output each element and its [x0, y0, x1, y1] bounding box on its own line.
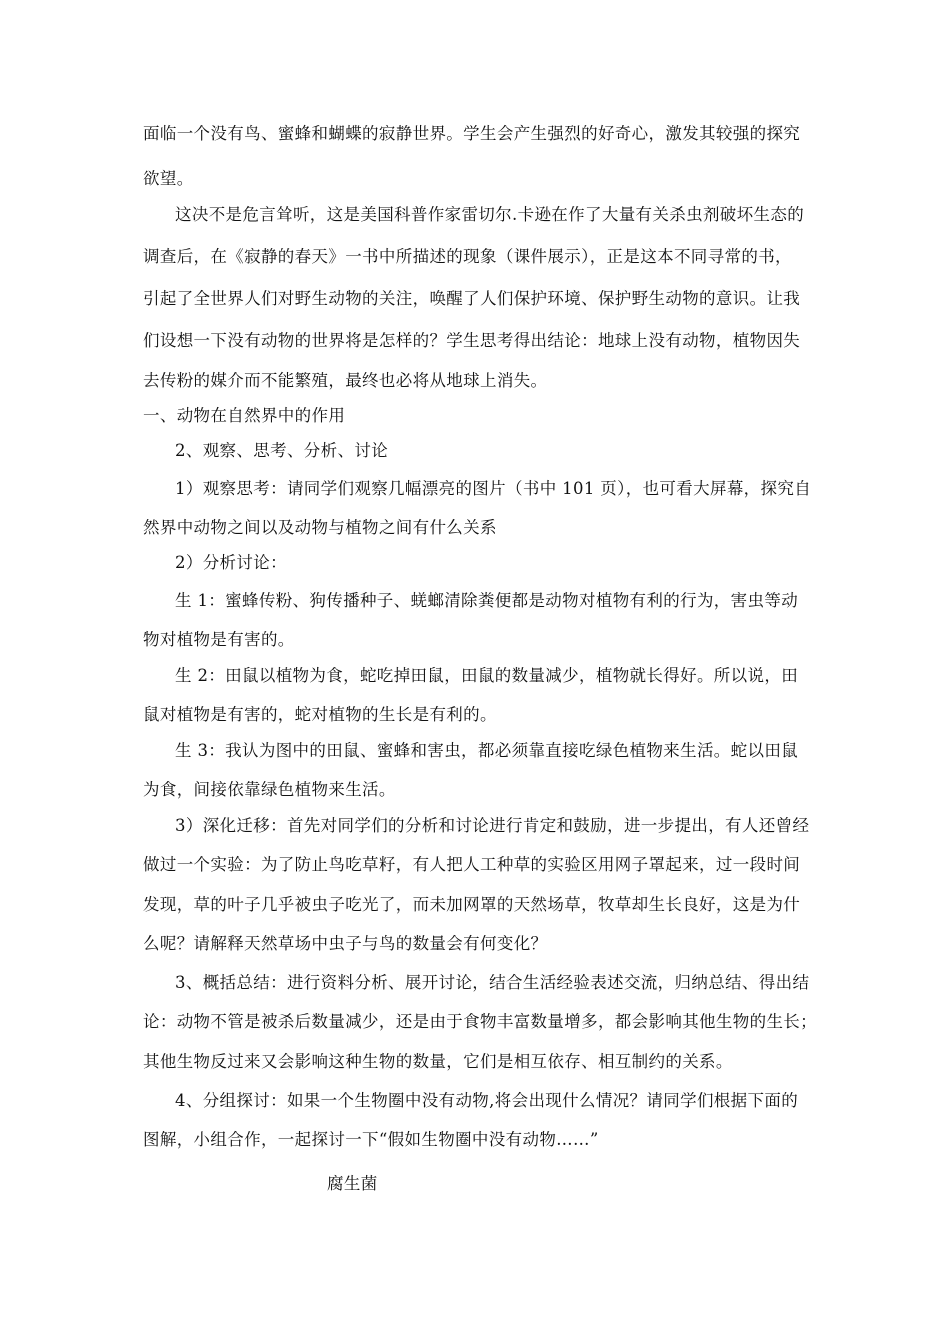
paragraph-line: 去传粉的媒介而不能繁殖，最终也必将从地球上消失。 [143, 371, 548, 390]
paragraph-line: 么呢？请解释天然草场中虫子与鸟的数量会有何变化？ [143, 934, 548, 953]
paragraph-line: 欲望。 [143, 169, 194, 188]
section-heading: 一、动物在自然界中的作用 [143, 406, 346, 425]
paragraph-line: 这决不是危言耸听，这是美国科普作家雷切尔.卡逊在作了大量有关杀虫剂破坏生态的 [175, 205, 805, 224]
paragraph-line: 4、分组探讨：如果一个生物圈中没有动物,将会出现什么情况？请同学们根据下面的 [175, 1091, 799, 1110]
paragraph-line: 做过一个实验：为了防止鸟吃草籽，有人把人工种草的实验区用网子罩起来，过一段时间 [143, 855, 801, 874]
paragraph-line: 调查后，在《寂静的春天》一书中所描述的现象（课件展示），正是这本不同寻常的书， [143, 247, 792, 266]
paragraph-line: 论：动物不管是被杀后数量减少，还是由于食物丰富数量增多，都会影响其他生物的生长； [143, 1012, 817, 1031]
paragraph-line: 然界中动物之间以及动物与植物之间有什么关系 [143, 518, 497, 537]
paragraph-line: 物对植物是有害的。 [143, 630, 295, 649]
paragraph-line: 发现，草的叶子几乎被虫子吃光了，而未加网罩的天然场草，牧草却生长良好，这是为什 [143, 895, 801, 914]
diagram-label: 腐生菌 [327, 1174, 378, 1193]
paragraph-line: 1）观察思考：请同学们观察几幅漂亮的图片（书中 101 页），也可看大屏幕，探究自 [175, 479, 812, 498]
paragraph-line: 其他生物反过来又会影响这种生物的数量，它们是相互依存、相互制约的关系。 [143, 1052, 733, 1071]
paragraph-line: 鼠对植物是有害的，蛇对植物的生长是有利的。 [143, 705, 497, 724]
subsection-heading: 2、观察、思考、分析、讨论 [175, 441, 389, 460]
paragraph-line: 生 2：田鼠以植物为食，蛇吃掉田鼠，田鼠的数量减少，植物就长得好。所以说，田 [175, 666, 799, 685]
paragraph-line: 引起了全世界人们对野生动物的关注，唤醒了人们保护环境、保护野生动物的意识。让我 [143, 289, 801, 308]
paragraph-line: 面临一个没有鸟、蜜蜂和蝴蝶的寂静世界。学生会产生强烈的好奇心，激发其较强的探究 [143, 124, 801, 143]
paragraph-line: 生 3：我认为图中的田鼠、蜜蜂和害虫，都必须靠直接吃绿色植物来生活。蛇以田鼠 [175, 741, 799, 760]
paragraph-line: 为食，间接依靠绿色植物来生活。 [143, 780, 396, 799]
paragraph-line: 生 1：蜜蜂传粉、狗传播种子、蜣螂清除粪便都是动物对植物有利的行为，害虫等动 [175, 591, 799, 610]
paragraph-line: 们设想一下没有动物的世界将是怎样的？学生思考得出结论：地球上没有动物，植物因失 [143, 331, 801, 350]
paragraph-line: 2）分析讨论： [175, 553, 287, 572]
paragraph-line: 3、概括总结：进行资料分析、展开讨论，结合生活经验表述交流，归纳总结、得出结 [175, 973, 810, 992]
paragraph-line: 3）深化迁移：首先对同学们的分析和讨论进行肯定和鼓励，进一步提出，有人还曾经 [175, 816, 810, 835]
paragraph-line: 图解，小组合作，一起探讨一下“假如生物圈中没有动物……” [143, 1130, 599, 1149]
